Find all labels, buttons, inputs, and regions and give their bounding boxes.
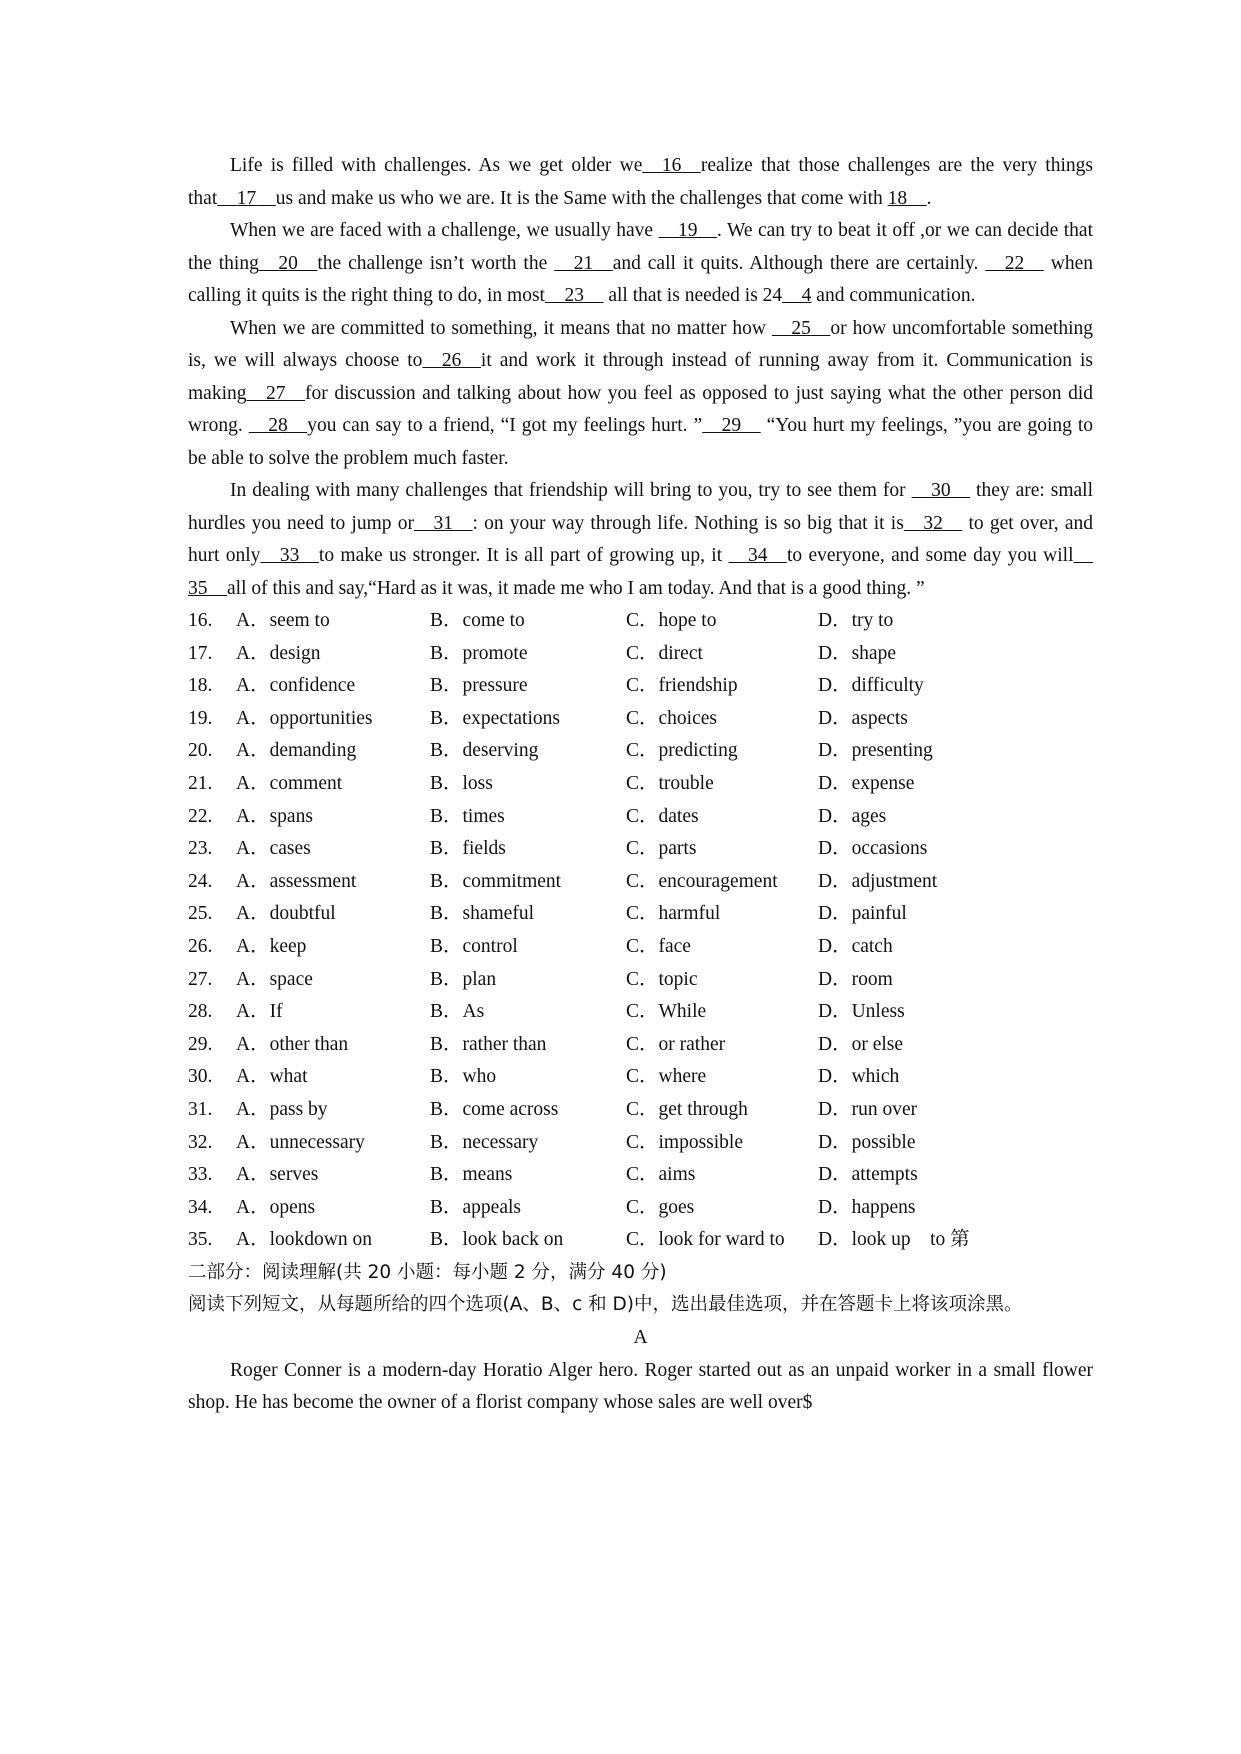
option-b: B．fields: [430, 838, 506, 860]
option-c: C．choices: [626, 707, 717, 729]
blank-24: 4: [801, 285, 812, 306]
blank-25: 25: [791, 317, 811, 339]
option-c: C．impossible: [626, 1131, 744, 1153]
text: realize that those challenges are the very things that: [188, 155, 1093, 209]
option-b: B．expectations: [430, 707, 560, 729]
question-row: [188, 931, 1093, 964]
passage-a-label: A: [633, 1327, 648, 1349]
option-a: A．doubtful: [236, 903, 336, 925]
blank-35: 35: [188, 577, 208, 599]
option-d: D．look up to 第: [818, 1229, 970, 1251]
paragraph-1: [188, 150, 1093, 215]
option-a: A．confidence: [236, 675, 356, 697]
blank-31: 31: [433, 512, 453, 534]
question-number: 32.: [188, 1131, 213, 1153]
question-number: 34.: [188, 1196, 213, 1218]
question-number: 17.: [188, 642, 213, 664]
option-a: A．cases: [236, 838, 311, 860]
question-row: [188, 898, 1093, 931]
question-row: [188, 1127, 1093, 1160]
section-2-instruction: 阅读下列短文，从每题所给的四个选项(A、B、c 和 D)中，选出最佳选项，并在答题卡上将该项涂黑。: [188, 1294, 1023, 1316]
blank-26: 26: [441, 350, 462, 371]
option-c: C．topic: [626, 968, 698, 990]
blank-17: 17: [236, 187, 257, 209]
option-d: D．difficulty: [818, 675, 924, 697]
option-d: D．adjustment: [818, 870, 938, 892]
blank-23: 23: [564, 285, 584, 306]
option-b: B．rather than: [430, 1033, 547, 1055]
blank-34: 34: [747, 545, 768, 566]
question-row: [188, 964, 1093, 997]
question-row: [188, 833, 1093, 866]
question-number: 35.: [188, 1229, 213, 1251]
option-b: B．pressure: [430, 675, 528, 697]
option-b: B．shameful: [430, 903, 534, 925]
blank-29: 29: [721, 415, 742, 436]
question-row: [188, 638, 1093, 671]
blank-16: 16: [661, 155, 682, 176]
option-c: C．friendship: [626, 675, 738, 697]
option-c: C．aims: [626, 1164, 696, 1186]
passage-a-text: Roger Conner is a modern-day Horatio Alger hero. Roger started out as an unpaid worker in a small flower shop. He has become the owner of a florist company whose sales are well over$: [188, 1359, 1093, 1414]
question-row: [188, 866, 1093, 899]
question-number: 21.: [188, 772, 213, 794]
option-d: D．expense: [818, 772, 915, 794]
question-number: 33.: [188, 1164, 213, 1186]
text: When we are faced with a challenge, we usually have: [230, 220, 659, 241]
text: to everyone, and some day you will: [786, 545, 1074, 566]
text: all that is needed is 24: [603, 285, 783, 306]
option-c: C．get through: [626, 1098, 748, 1120]
document-content: [188, 150, 1093, 1420]
option-d: D．painful: [818, 903, 907, 925]
option-a: A．unnecessary: [236, 1131, 365, 1153]
question-row: [188, 1192, 1093, 1225]
question-number: 16.: [188, 610, 213, 631]
blank-20: 20: [278, 252, 298, 274]
text: : on your way through life. Nothing is so big that it is: [472, 512, 904, 534]
text: Life is filled with challenges. As we get older we: [230, 155, 643, 176]
option-d: D．occasions: [818, 838, 928, 860]
option-a: A．lookdown on: [236, 1229, 372, 1251]
question-row: [188, 670, 1093, 703]
option-a: A．spans: [236, 805, 313, 827]
option-d: D．try to: [818, 610, 894, 631]
option-d: D．aspects: [818, 707, 908, 729]
question-list: [188, 605, 1093, 1257]
question-row: [188, 1159, 1093, 1192]
text: When we are committed to something, it means that no matter how: [230, 317, 772, 339]
option-b: B．look back on: [430, 1229, 564, 1251]
option-d: D．ages: [818, 805, 887, 827]
text: or how uncomfortable something is, we will always choose to: [188, 317, 1093, 371]
blank-32: 32: [923, 512, 943, 534]
blank-18: 18: [887, 187, 908, 209]
option-c: C．goes: [626, 1196, 695, 1218]
option-a: A．comment: [236, 772, 343, 794]
text: to get over, and hurt only: [188, 512, 1094, 566]
option-b: B．commitment: [430, 870, 562, 892]
text: In dealing with many challenges that friendship will bring to you, try to see them for: [230, 480, 912, 501]
option-b: B．times: [430, 805, 505, 827]
text: you can say to a friend, “I got my feelings hurt. ”: [307, 415, 703, 436]
question-row: [188, 1224, 1093, 1257]
text: they are: small hurdles you need to jump or: [188, 480, 1093, 534]
question-number: 18.: [188, 675, 213, 697]
option-c: C．face: [626, 935, 691, 957]
option-d: D．Unless: [818, 1001, 905, 1023]
blank-21: 21: [573, 252, 594, 274]
question-number: 22.: [188, 805, 213, 827]
option-a: A．pass by: [236, 1098, 328, 1120]
option-c: C．or rather: [626, 1033, 726, 1055]
text: for discussion and talking about how you feel as opposed to just saying what the other person did wrong.: [188, 382, 1093, 436]
option-a: A．what: [236, 1066, 308, 1088]
option-c: C．trouble: [626, 772, 714, 794]
option-d: D．room: [818, 968, 893, 990]
option-b: B．necessary: [430, 1131, 539, 1153]
question-number: 28.: [188, 1001, 213, 1023]
option-b: B．plan: [430, 968, 497, 990]
option-d: D．possible: [818, 1131, 916, 1153]
option-a: A．seem to: [236, 610, 330, 631]
question-number: 19.: [188, 707, 213, 729]
blank-33: 33: [279, 545, 300, 566]
option-c: C．parts: [626, 838, 697, 860]
question-row: [188, 768, 1093, 801]
text: “You hurt my feelings, ”you are going to be able to solve the problem much faster.: [188, 415, 1094, 469]
option-a: A．other than: [236, 1033, 349, 1055]
question-row: [188, 1061, 1093, 1094]
paragraph-4: [188, 475, 1093, 605]
text: and call it quits. Although there are certainly.: [612, 252, 986, 274]
option-b: B．As: [430, 1001, 485, 1023]
option-a: A．assessment: [236, 870, 357, 892]
question-row: [188, 996, 1093, 1029]
option-c: C．While: [626, 1001, 707, 1023]
text: us and make us who we are. It is the Same with the challenges that come with: [275, 187, 883, 209]
option-c: C．hope to: [626, 610, 717, 631]
option-a: A．demanding: [236, 740, 357, 762]
option-a: A．design: [236, 642, 321, 664]
blank-22: 22: [1004, 252, 1025, 274]
option-c: C．harmful: [626, 903, 721, 925]
question-row: [188, 1029, 1093, 1062]
option-a: A．space: [236, 968, 313, 990]
question-row: [188, 735, 1093, 768]
text: all of this and say,“Hard as it was, it made me who I am today. And that is a good thing. ”: [227, 577, 925, 599]
option-b: B．appeals: [430, 1196, 521, 1218]
option-a: A．serves: [236, 1164, 319, 1186]
option-d: D．attempts: [818, 1164, 918, 1186]
question-row: [188, 605, 1093, 638]
option-b: B．come across: [430, 1098, 559, 1120]
text: the challenge isn’t worth the: [317, 252, 555, 274]
question-number: 23.: [188, 838, 213, 860]
text: .: [926, 187, 932, 209]
question-number: 26.: [188, 935, 213, 957]
option-d: D．shape: [818, 642, 896, 664]
question-row: [188, 703, 1093, 736]
option-d: D．happens: [818, 1196, 916, 1218]
option-d: D．which: [818, 1066, 900, 1088]
blank-19: 19: [678, 220, 698, 241]
blank-30: 30: [931, 480, 951, 501]
option-b: B．come to: [430, 610, 525, 631]
option-b: B．who: [430, 1066, 497, 1088]
option-b: B．deserving: [430, 740, 539, 762]
text: and communication.: [811, 285, 976, 306]
question-row: [188, 801, 1093, 834]
option-b: B．loss: [430, 772, 493, 794]
text: it and work it through instead of running away from it. Communication is making: [188, 350, 1093, 404]
option-c: C．where: [626, 1066, 707, 1088]
question-number: 20.: [188, 740, 213, 762]
question-row: [188, 1094, 1093, 1127]
blank-28: 28: [268, 415, 288, 436]
question-number: 29.: [188, 1033, 213, 1055]
option-d: D．run over: [818, 1098, 918, 1120]
option-d: D．presenting: [818, 740, 933, 762]
text: . We can try to beat it off ,or we can decide that the thing: [188, 220, 1093, 274]
option-a: A．opens: [236, 1196, 316, 1218]
section-2-heading: 二部分：阅读理解(共 20 小题：每小题 2 分，满分 40 分): [188, 1261, 667, 1283]
paragraph-3: [188, 313, 1093, 476]
question-number: 27.: [188, 968, 213, 990]
text: when calling it quits is the right thing to do, in most: [188, 252, 1093, 306]
option-b: B．promote: [430, 642, 528, 664]
option-a: A．opportunities: [236, 707, 373, 729]
option-c: C．predicting: [626, 740, 738, 762]
option-c: C．look for ward to: [626, 1229, 785, 1251]
option-a: A．keep: [236, 935, 307, 957]
text: to make us stronger. It is all part of growing up, it: [318, 545, 729, 566]
question-number: 31.: [188, 1098, 213, 1120]
paragraph-2: [188, 215, 1093, 313]
option-d: D．or else: [818, 1033, 904, 1055]
option-c: C．direct: [626, 642, 703, 664]
question-number: 25.: [188, 903, 213, 925]
option-b: B．means: [430, 1164, 513, 1186]
blank-27: 27: [266, 382, 286, 404]
option-d: D．catch: [818, 935, 893, 957]
option-c: C．encouragement: [626, 870, 778, 892]
question-number: 30.: [188, 1066, 213, 1088]
question-number: 24.: [188, 870, 213, 892]
option-c: C．dates: [626, 805, 699, 827]
option-a: A．If: [236, 1001, 283, 1023]
option-b: B．control: [430, 935, 518, 957]
